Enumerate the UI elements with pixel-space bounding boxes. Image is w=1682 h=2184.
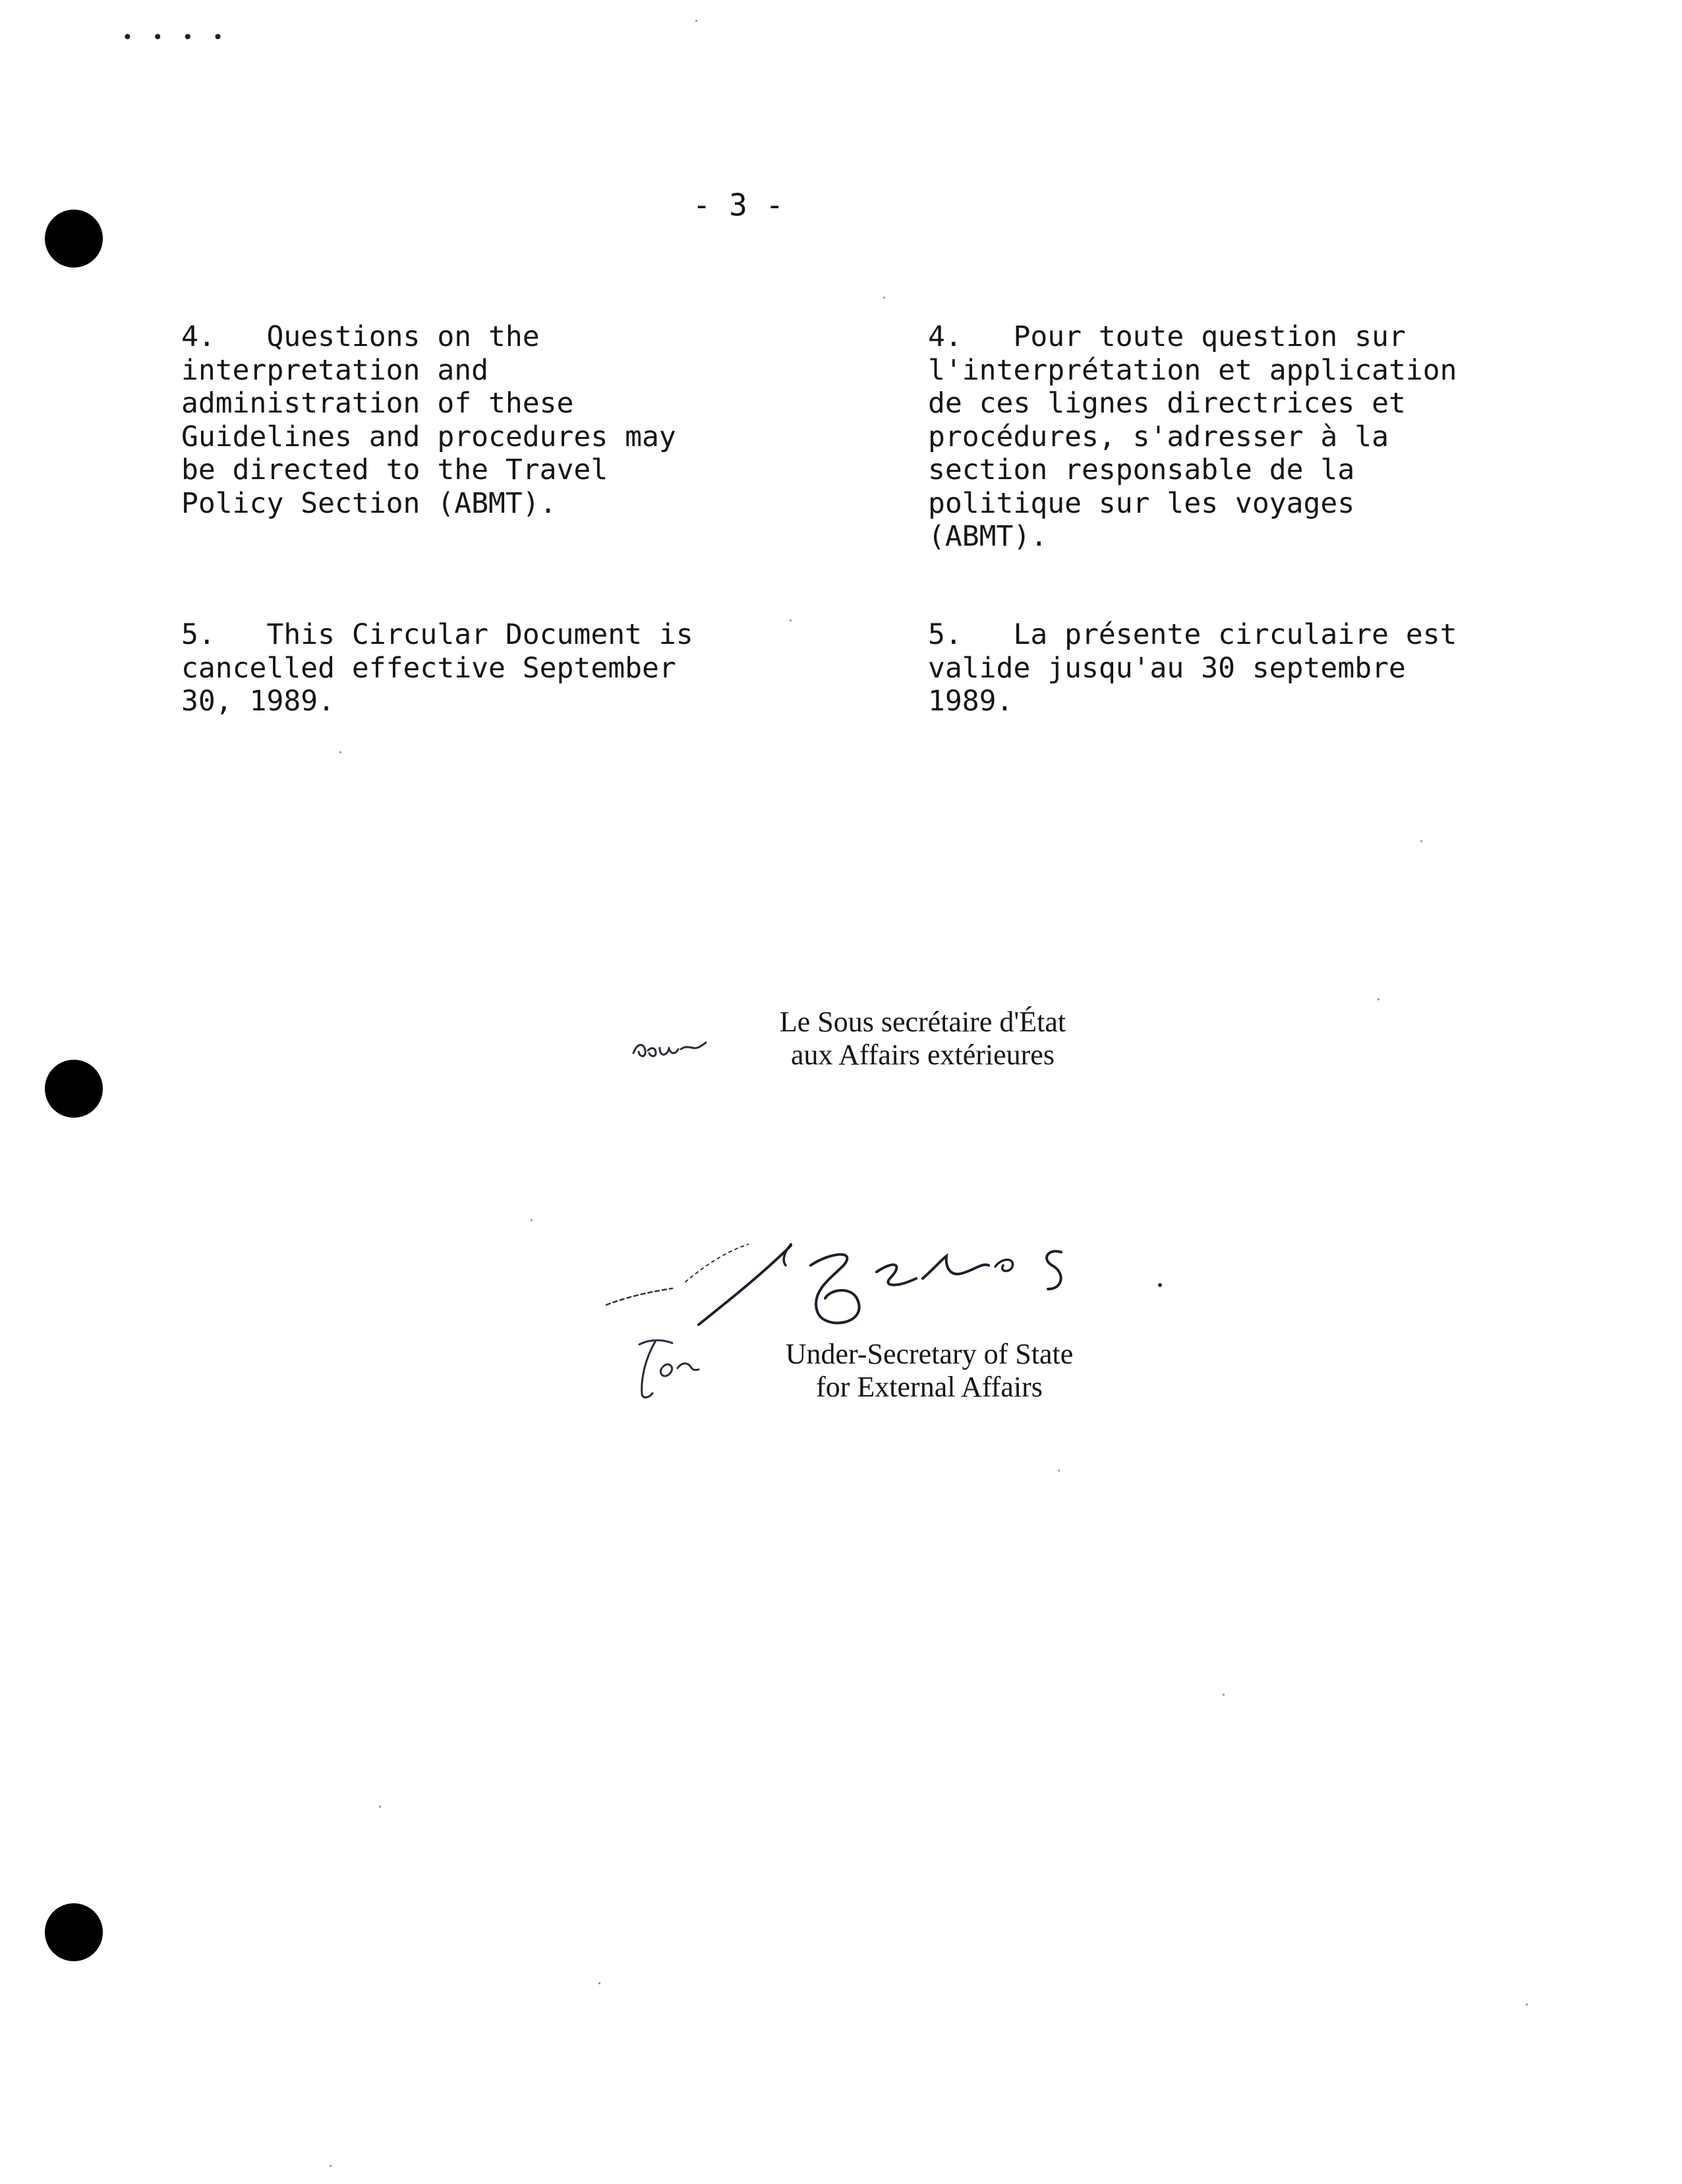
- scan-speck: [379, 1806, 381, 1808]
- scan-speck: [790, 619, 792, 621]
- french-signatory-title: [685, 1006, 1160, 1072]
- english-signatory-title: [699, 1338, 1160, 1404]
- scan-speck: [598, 1982, 600, 1984]
- punch-hole-top: [45, 210, 103, 268]
- paragraph-4-french: 4. Pour toute question sur l'interprétation et application de ces lignes directrices et procédures, s'adresser à la section responsable de la politique sur les voyages (ABMT).: [928, 320, 1457, 553]
- english-title-line-1: Under-Secretary of State: [785, 1338, 1074, 1370]
- scan-speck: [695, 20, 697, 22]
- scan-artifact-marks: • • • •: [122, 26, 228, 48]
- scan-speck: [1420, 840, 1422, 842]
- punch-hole-bottom: [45, 1903, 103, 1961]
- scan-speck: [1223, 1694, 1225, 1696]
- scan-speck: [339, 751, 341, 753]
- french-title-line-2: aux Affairs extérieures: [791, 1039, 1055, 1071]
- handwritten-signature: [593, 1226, 1186, 1344]
- paragraph-5-french: 5. La présente circulaire est valide jusqu'au 30 septembre 1989.: [928, 618, 1457, 718]
- handwritten-pour-mark: [629, 1028, 722, 1068]
- scan-speck: [330, 2165, 332, 2167]
- paragraph-5-english: 5. This Circular Document is cancelled effective September 30, 1989.: [181, 618, 693, 718]
- scan-speck: [1058, 1470, 1060, 1472]
- scan-speck: [531, 1219, 533, 1221]
- scan-speck: [1526, 2003, 1528, 2005]
- english-title-line-2: for External Affairs: [816, 1371, 1043, 1403]
- punch-hole-middle: [45, 1060, 103, 1118]
- scan-speck: [883, 297, 885, 299]
- paragraph-4-english: 4. Questions on the interpretation and administration of these Guidelines and procedures may be directed to the Travel Policy Section (ABMT).: [181, 320, 676, 520]
- page-number: - 3 -: [692, 187, 784, 223]
- scan-speck: [1378, 998, 1379, 1000]
- french-title-line-1: Le Sous secrétaire d'État: [779, 1006, 1066, 1038]
